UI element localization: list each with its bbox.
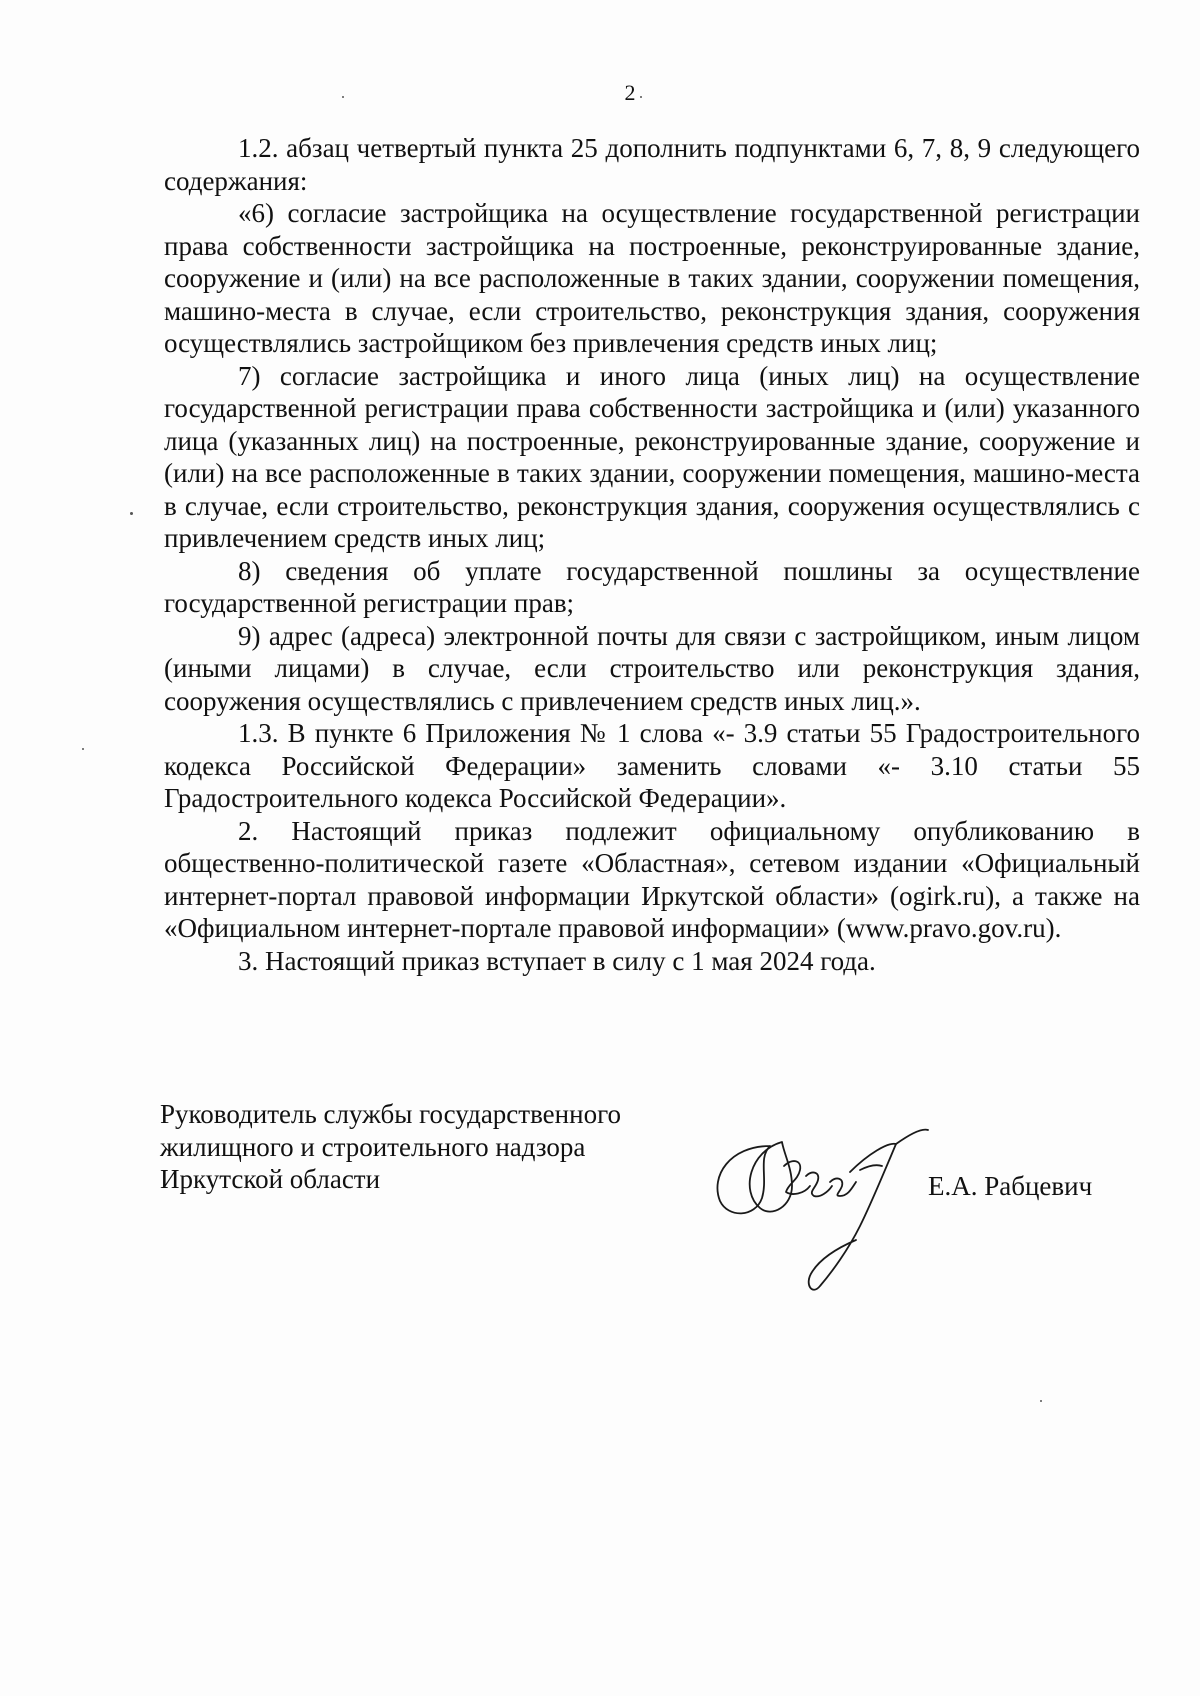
paragraph-3: 3. Настоящий приказ вступает в силу с 1 мая 2024 года.: [238, 945, 876, 976]
scan-speck: [130, 512, 133, 515]
signer-name: Е.А. Рабцевич: [928, 1171, 1093, 1201]
scan-speck: [342, 96, 344, 98]
document-body: [164, 132, 1140, 977]
signer-position: Руководитель службы государственного жилищного и строительного надзора Иркутской области: [160, 1099, 621, 1194]
paragraph-sub-9: 9) адрес (адреса) электронной почты для связи с застройщиком, иным лицом (иными лицами) в случае, если строительство или реконструкция здания, сооружения осуществлялись с привлечением средств иных лиц.».: [164, 620, 1140, 716]
paragraph-1-2: 1.2. абзац четвертый пункта 25 дополнить подпунктами 6, 7, 8, 9 следующего содержания:: [164, 133, 1140, 196]
paragraph-sub-6: «6) согласие застройщика на осуществление государственной регистрации права собственности застройщика на построенные, реконструированные здание, сооружение и (или) на все расположенные в таких здании, сооружении помещения, машино-места в случае, если строительство, реконструкция здания, сооружения осуществлялись застройщиком без привлечения средств иных лиц;: [164, 198, 1140, 358]
scan-speck: [82, 748, 84, 750]
page-number: 2: [624, 80, 636, 105]
paragraph-sub-8: 8) сведения об уплате государственной пошлины за осуществление государственной регистрации прав;: [164, 555, 1140, 618]
paragraph-2: 2. Настоящий приказ подлежит официальному опубликованию в общественно-политической газете «Областная», сетевом издании «Официальный интернет-портал правовой информации Иркутской области» (ogirk.ru), а также на «Официальном интернет-портале правовой информации» (www.pravo.gov.ru).: [164, 815, 1140, 943]
paragraph-sub-7: 7) согласие застройщика и иного лица (иных лиц) на осуществление государственной регистрации права собственности застройщика и (или) указанного лица (указанных лиц) на построенные, реконструированные здание, сооружение и (или) на все расположенные в таких здании, сооружении помещения, машино-места в случае, если строительство, реконструкция здания, сооружения осуществлялись с привлечением средств иных лиц;: [164, 360, 1140, 553]
scan-speck: [1040, 1400, 1042, 1402]
signature-block: [160, 1098, 1160, 1308]
paragraph-1-3: 1.3. В пункте 6 Приложения № 1 слова «- 3.9 статьи 55 Градостроительного кодекса Российской Федерации» заменить словами «- 3.10 статьи 55 Градостроительного кодекса Российской Федерации».: [164, 718, 1140, 813]
scan-speck: [640, 96, 642, 98]
handwritten-signature-icon: [700, 1106, 960, 1306]
